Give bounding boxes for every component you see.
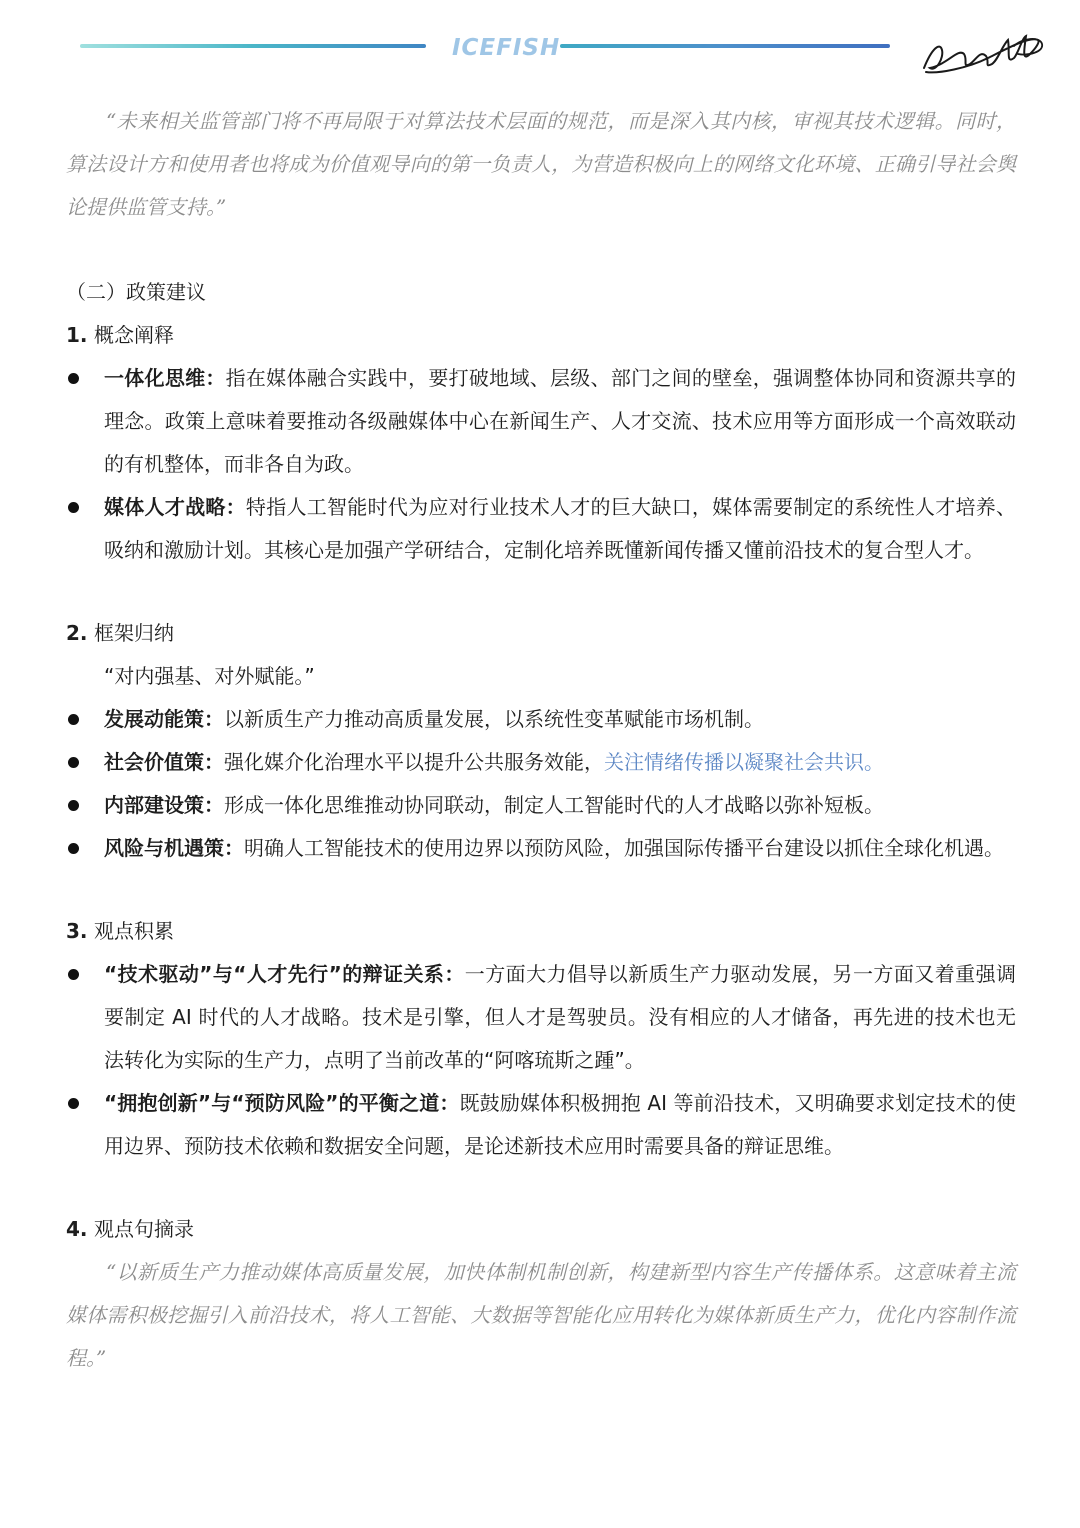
- heading-number: 4.: [66, 1217, 88, 1241]
- signature-logo: [918, 28, 1046, 78]
- heading-framework: [66, 612, 1016, 655]
- top-quote: “未来相关监管部门将不再局限于对算法技术层面的规范，而是深入其内核，审视其技术逻辑。同时，算法设计方和使用者也将成为价值观导向的第一负责人，为营造积极向上的网络文化环境、正确引导社会舆论提供监管支持。”: [66, 109, 1016, 219]
- list-item: [66, 1082, 1016, 1168]
- bullet-icon: [68, 373, 79, 384]
- bullet-icon: [68, 969, 79, 980]
- item-text: 以新质生产力推动高质量发展，以系统性变革赋能市场机制。: [224, 707, 764, 731]
- item-term: 媒体人才战略：: [104, 495, 246, 519]
- list-item: [66, 698, 1016, 741]
- viewpoints-list: [66, 953, 1016, 1168]
- list-item: [66, 357, 1016, 486]
- list-item: [66, 486, 1016, 572]
- item-term: 发展动能策：: [104, 707, 224, 731]
- heading-number: 3.: [66, 919, 88, 943]
- heading-concepts: [66, 314, 1016, 357]
- heading-text: 观点句摘录: [94, 1217, 194, 1241]
- framework-list: [66, 698, 1016, 870]
- heading-excerpts: [66, 1208, 1016, 1251]
- bullet-icon: [68, 502, 79, 513]
- heading-text: 概念阐释: [94, 323, 174, 347]
- header-rule-left: [80, 44, 426, 48]
- item-term: “拥抱创新”与“预防风险”的平衡之道：: [104, 1091, 460, 1115]
- item-text: 明确人工智能技术的使用边界以预防风险，加强国际传播平台建设以抓住全球化机遇。: [244, 836, 1004, 860]
- excerpt-quote: “以新质生产力推动媒体高质量发展，加快体制机制创新，构建新型内容生产传播体系。这意味着主流媒体需积极挖掘引入前沿技术，将人工智能、大数据等智能化应用转化为媒体新质生产力，优化内容制作流程。”: [66, 1260, 1016, 1370]
- list-item: [66, 827, 1016, 870]
- highlight-text: 关注情绪传播以凝聚社会共识。: [604, 750, 884, 774]
- list-item: [66, 784, 1016, 827]
- bullet-icon: [68, 800, 79, 811]
- heading-number: 1.: [66, 323, 88, 347]
- bullet-icon: [68, 714, 79, 725]
- heading-text: 框架归纳: [94, 621, 174, 645]
- heading-viewpoints: [66, 910, 1016, 953]
- bullet-icon: [68, 1098, 79, 1109]
- item-text: 强化媒介化治理水平以提升公共服务效能，: [224, 750, 604, 774]
- item-text: 特指人工智能时代为应对行业技术人才的巨大缺口，媒体需要制定的系统性人才培养、吸纳和激励计划。其核心是加强产学研结合，定制化培养既懂新闻传播又懂前沿技术的复合型人才。: [104, 495, 1017, 562]
- list-item: [66, 741, 1016, 784]
- item-term: 一体化思维：: [104, 366, 226, 390]
- heading-text: 观点积累: [94, 919, 174, 943]
- bullet-icon: [68, 757, 79, 768]
- item-term: 社会价值策：: [104, 750, 224, 774]
- item-term: “技术驱动”与“人才先行”的辩证关系：: [104, 962, 465, 986]
- document-body: [66, 100, 1016, 1380]
- brand-logo: ICEFISH: [452, 35, 561, 61]
- header-rule-right: [560, 44, 890, 48]
- item-text: 一方面大力倡导以新质生产力驱动发展，另一方面又着重强调要制定 AI 时代的人才战略。技术是引擎，但人才是驾驶员。没有相应的人才储备，再先进的技术也无法转化为实际的生产力，点明了当前改革的“阿喀琉斯之踵”。: [104, 962, 1017, 1072]
- item-term: 风险与机遇策：: [104, 836, 244, 860]
- item-term: 内部建设策：: [104, 793, 224, 817]
- framework-intro: “对内强基、对外赋能。”: [104, 664, 315, 688]
- section-title: （二）政策建议: [66, 280, 206, 304]
- item-text: 指在媒体融合实践中，要打破地域、层级、部门之间的壁垒，强调整体协同和资源共享的理念。政策上意味着要推动各级融媒体中心在新闻生产、人才交流、技术应用等方面形成一个高效联动的有机整体，而非各自为政。: [104, 366, 1017, 476]
- heading-number: 2.: [66, 621, 88, 645]
- item-text: 既鼓励媒体积极拥抱 AI 等前沿技术，又明确要求划定技术的使用边界、预防技术依赖和数据安全问题，是论述新技术应用时需要具备的辩证思维。: [104, 1091, 1017, 1158]
- list-item: [66, 953, 1016, 1082]
- concepts-list: [66, 357, 1016, 572]
- bullet-icon: [68, 843, 79, 854]
- item-text: 形成一体化思维推动协同联动，制定人工智能时代的人才战略以弥补短板。: [224, 793, 884, 817]
- page-header: [0, 0, 1080, 90]
